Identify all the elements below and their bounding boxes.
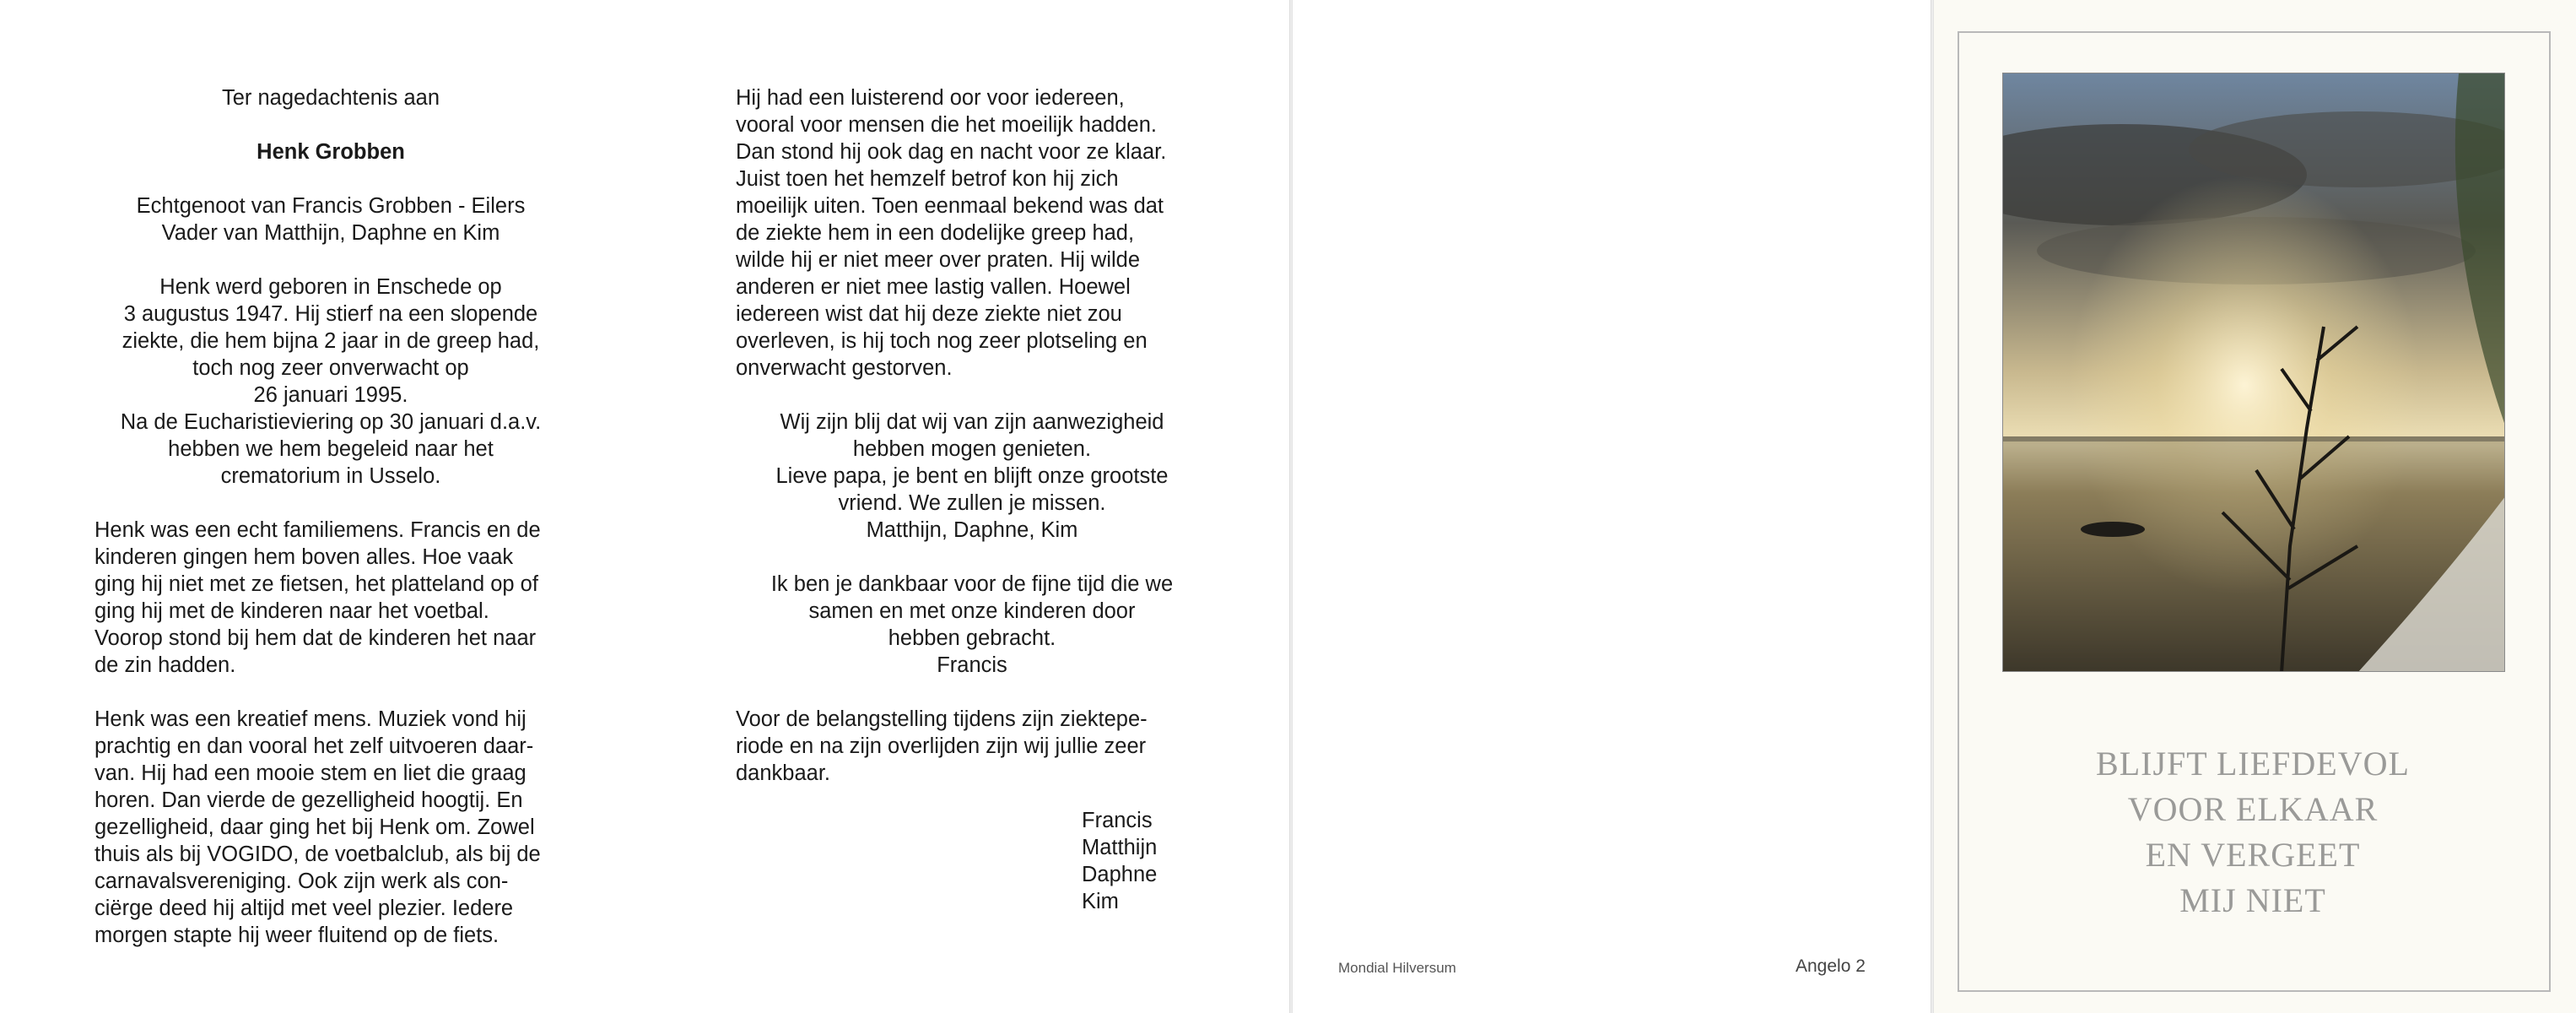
text-line: Henk was een kreatief mens. Muziek vond hij bbox=[95, 707, 527, 731]
listener-paragraph bbox=[736, 84, 1208, 382]
text-line: anderen er niet mee lastig vallen. Hoewel bbox=[736, 275, 1131, 299]
signature-name: Kim bbox=[1082, 890, 1119, 913]
text-line: ciërge deed hij altijd met veel plezier. Iedere bbox=[95, 897, 514, 920]
fold-line bbox=[1931, 0, 1934, 1013]
memorial-left-column bbox=[95, 84, 567, 949]
text-line: ziekte, die hem bijna 2 jaar in de greep had, bbox=[122, 329, 540, 353]
signature-name: Daphne bbox=[1082, 863, 1158, 886]
text-line: Lieve papa, je bent en blijft onze grootste bbox=[775, 464, 1169, 488]
thanks-paragraph bbox=[736, 706, 1208, 787]
children-signature: Matthijn, Daphne, Kim bbox=[866, 518, 1078, 542]
text-line: gezelligheid, daar ging het bij Henk om. Zowel bbox=[95, 815, 535, 839]
text-line: 26 januari 1995. bbox=[253, 383, 408, 407]
text-line: vooral voor mensen die het moeilijk hadden. bbox=[736, 113, 1157, 137]
wife-message bbox=[736, 571, 1208, 679]
relations-block bbox=[95, 192, 567, 246]
text-line: thuis als bij VOGIDO, de voetbalclub, als bij de bbox=[95, 842, 541, 866]
text-line: Voor de belangstelling tijdens zijn ziektepe- bbox=[736, 707, 1148, 731]
lake-sunset-photo-icon bbox=[2002, 73, 2505, 672]
children-message bbox=[736, 409, 1208, 544]
text-line: Henk was een echt familiemens. Francis en de bbox=[95, 518, 541, 542]
text-line: wilde hij er niet meer over praten. Hij wilde bbox=[736, 248, 1141, 272]
text-line: hebben gebracht. bbox=[888, 626, 1056, 650]
text-line: van. Hij had een mooie stem en liet die graag bbox=[95, 761, 527, 785]
printer-credit: Mondial Hilversum bbox=[1338, 960, 1456, 976]
text-line: hebben we hem begeleid naar het bbox=[168, 437, 494, 461]
relation-line: Echtgenoot van Francis Grobben - Eilers bbox=[136, 194, 526, 218]
text-line: Ik ben je dankbaar voor de fijne tijd die we bbox=[770, 572, 1174, 596]
family-paragraph bbox=[95, 517, 567, 679]
memorial-right-column bbox=[736, 84, 1208, 915]
back-cover bbox=[1291, 0, 1932, 1013]
text-line: crematorium in Usselo. bbox=[220, 464, 441, 488]
text-line: hebben mogen genieten. bbox=[852, 437, 1092, 461]
signature-name: Matthijn bbox=[1082, 836, 1158, 859]
text-line: overleven, is hij toch nog zeer plotseling en bbox=[736, 329, 1148, 353]
text-line: 3 augustus 1947. Hij stierf na een slopende bbox=[123, 302, 538, 326]
text-line: Henk werd geboren in Enschede op bbox=[159, 275, 502, 299]
memorial-heading: Ter nagedachtenis aan bbox=[221, 86, 440, 110]
signature-name: Francis bbox=[1082, 809, 1153, 832]
text-line: moeilijk uiten. Toen eenmaal bekend was dat bbox=[736, 194, 1164, 218]
text-line: riode en na zijn overlijden zijn wij jullie zeer bbox=[736, 734, 1147, 758]
motto-line: BLIJFT LIEFDEVOL bbox=[2096, 745, 2410, 783]
text-line: Hij had een luisterend oor voor iedereen, bbox=[736, 86, 1125, 110]
fold-line bbox=[1289, 0, 1293, 1013]
text-line: Juist toen het hemzelf betrof kon hij zich bbox=[736, 167, 1119, 191]
birth-death-block bbox=[95, 274, 567, 490]
motto-line: EN VERGEET bbox=[2145, 836, 2361, 874]
text-line: Dan stond hij ook dag en nacht voor ze klaar. bbox=[736, 140, 1167, 164]
text-line: Voorop stond bij hem dat de kinderen het naar bbox=[95, 626, 537, 650]
deceased-name: Henk Grobben bbox=[257, 140, 405, 164]
text-line: ging hij niet met ze fietsen, het platteland op of bbox=[95, 572, 538, 596]
text-line: dankbaar. bbox=[736, 761, 831, 785]
text-line: carnavalsvereniging. Ook zijn werk als con- bbox=[95, 869, 509, 893]
text-line: morgen stapte hij weer fluitend op de fiets. bbox=[95, 924, 500, 947]
text-line: kinderen gingen hem boven alles. Hoe vaak bbox=[95, 545, 514, 569]
text-line: de ziekte hem in een dodelijke greep had, bbox=[736, 221, 1135, 245]
creative-paragraph bbox=[95, 706, 567, 949]
text-line: toch nog zeer onverwacht op bbox=[192, 356, 469, 380]
card-code: Angelo 2 bbox=[1796, 956, 1866, 976]
text-line: vriend. We zullen je missen. bbox=[838, 491, 1106, 515]
text-line: ging hij met de kinderen naar het voetbal. bbox=[95, 599, 489, 623]
text-line: iedereen wist dat hij deze ziekte niet zou bbox=[736, 302, 1122, 326]
text-line: Wij zijn blij dat wij van zijn aanwezigheid bbox=[780, 410, 1164, 434]
front-motto bbox=[2017, 741, 2489, 924]
text-line: onverwacht gestorven. bbox=[736, 356, 953, 380]
motto-line: MIJ NIET bbox=[2179, 881, 2326, 919]
motto-line: VOOR ELKAAR bbox=[2127, 790, 2379, 828]
relation-line: Vader van Matthijn, Daphne en Kim bbox=[161, 221, 500, 245]
family-signatures bbox=[1082, 807, 1208, 915]
text-line: samen en met onze kinderen door bbox=[808, 599, 1136, 623]
text-line: horen. Dan vierde de gezelligheid hoogtij. En bbox=[95, 788, 523, 812]
text-line: prachtig en dan vooral het zelf uitvoeren daar- bbox=[95, 734, 534, 758]
text-line: de zin hadden. bbox=[95, 653, 236, 677]
text-line: Na de Eucharistieviering op 30 januari d.a.v. bbox=[120, 410, 542, 434]
wife-signature: Francis bbox=[937, 653, 1007, 677]
